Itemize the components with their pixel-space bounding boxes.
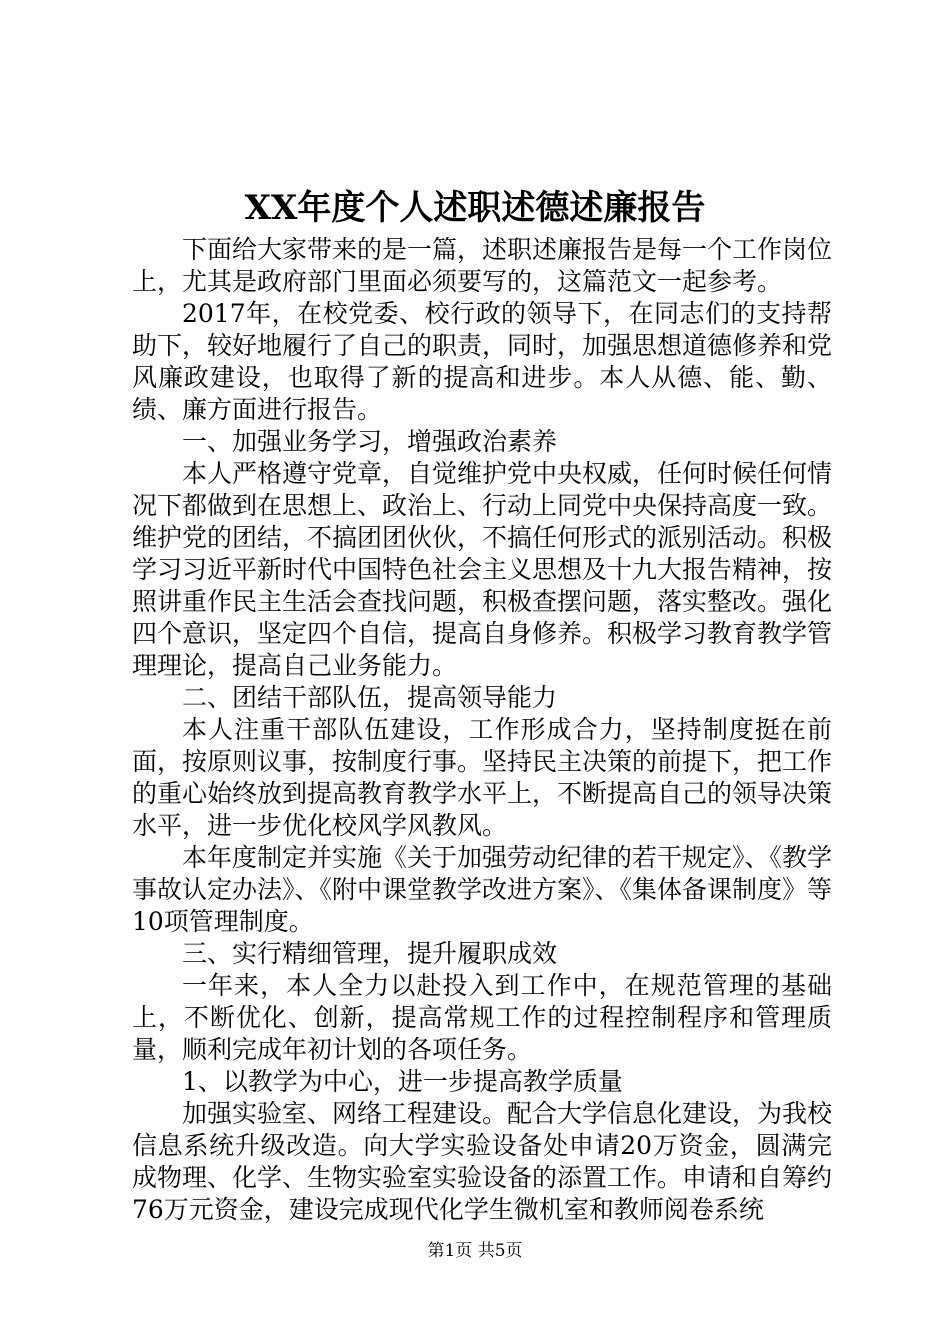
paragraph-overview: 2017年，在校党委、校行政的领导下，在同志们的支持帮助下，较好地履行了自己的职责，同时，加强思想道德修养和党风廉政建设，也取得了新的提高和进步。本人从德、能、勤、绩、廉方面进行报告。 — [132, 299, 833, 424]
paragraph-intro: 下面给大家带来的是一篇，述职述廉报告是每一个工作岗位上，尤其是政府部门里面必须要写的，这篇范文一起参考。 — [132, 235, 833, 296]
page-number-footer: 第1页 共5页 — [427, 1241, 523, 1261]
section-heading-1: 一、加强业务学习，增强政治素养 — [182, 427, 558, 456]
paragraph-section-3: 一年来，本人全力以赴投入到工作中，在规范管理的基础上，不断优化、创新，提高常规工作的过程控制程序和管理质量，顺利完成年初计划的各项任务。 — [132, 971, 832, 1064]
section-heading-3: 三、实行精细管理，提升履职成效 — [182, 939, 558, 968]
subsection-heading-1: 1、以教学为中心，进一步提高教学质量 — [182, 1067, 623, 1096]
document-title: XX年度个人述职述德述廉报告 — [244, 188, 706, 228]
paragraph-section-2: 本人注重干部队伍建设，工作形成合力，坚持制度挺在前面，按原则议事，按制度行事。坚持民主决策的前提下，把工作的重心始终放到提高教育教学水平上，不断提高自己的领导决策水平，进一步优化校风学风教风。 — [132, 715, 833, 840]
document-body — [132, 234, 832, 1226]
paragraph-section-1: 本人严格遵守党章，自觉维护党中央权威，任何时候任何情况下都做到在思想上、政治上、行动上同党中央保持高度一致。维护党的团结，不搞团团伙伙，不搞任何形式的派别活动。积极学习习近平新时代中国特色社会主义思想及十九大报告精神，按照讲重作民主生活会查找问题，积极查摆问题，落实整改。强化四个意识，坚定四个自信，提高自身修养。积极学习教育教学管理理论，提高自己业务能力。 — [132, 459, 833, 680]
section-heading-2: 二、团结干部队伍，提高领导能力 — [182, 683, 558, 712]
paragraph-regulations: 本年度制定并实施《关于加强劳动纪律的若干规定》、《教学事故认定办法》、《附中课堂教学改进方案》、《集体备课制度》等10项管理制度。 — [132, 843, 833, 936]
paragraph-subsection-1: 加强实验室、网络工程建设。配合大学信息化建设，为我校信息系统升级改造。向大学实验设备处申请20万资金，圆满完成物理、化学、生物实验室实验设备的添置工作。申请和自筹约76万元资金，建设完成现代化学生微机室和教师阅卷系统 — [132, 1099, 833, 1224]
